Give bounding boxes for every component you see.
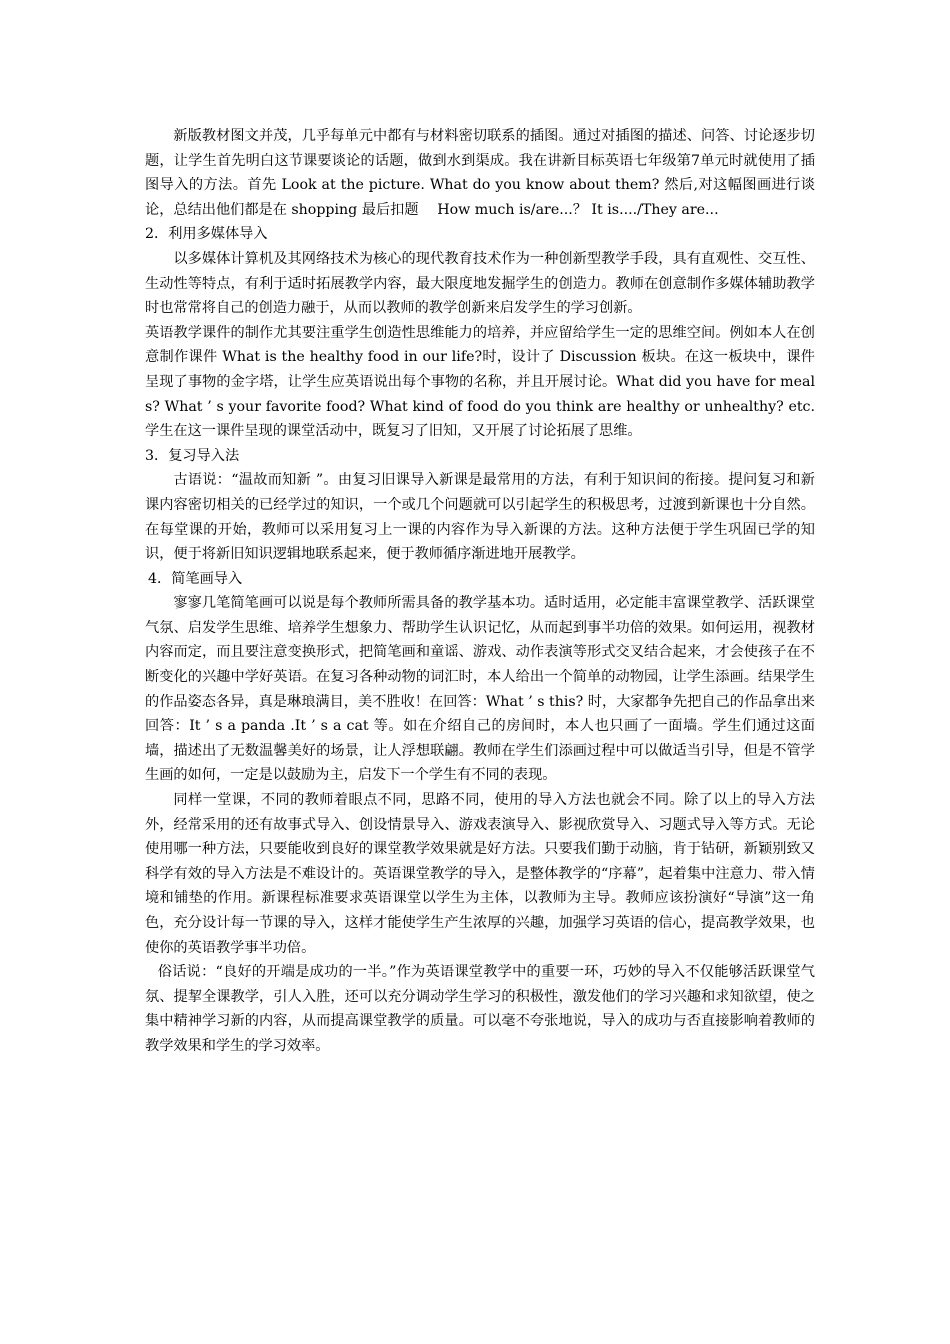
heading-sketch: 4．简笔画导入 (148, 570, 243, 587)
paragraph-conclusion: 俗话说：“良好的开端是成功的一半。”作为英语课堂教学中的重要一环，巧妙的导入不仅能够活跃课堂气氛、提挈全课教学，引人入胜，还可以充分调动学生学习的积极性，激发他们的学习兴趣和求知欲望，使之集中精神学习新的内容，从而提高课堂教学的质量。可以毫不夸张地说，导入的成功与否直接影响着教师的教学效果和学生的学习效率。 (145, 964, 815, 1054)
document-body (145, 124, 815, 1059)
paragraph-illustration-intro: 新版教材图文并茂，几乎每单元中都有与材料密切联系的插图。通过对插图的描述、问答、讨论逐步切题，让学生首先明白这节课要谈论的话题，做到水到渠成。我在讲新目标英语七年级第7单元时就使用了插图导入的方法。首先 Look at the picture. What do you know about them? 然后,对这幅图画进行谈论，总结出他们都是在 shopping 最后扣题 How much is/are...？ It is..../They are... (145, 128, 815, 218)
paragraph-summary: 同样一堂课，不同的教师着眼点不同，思路不同，使用的导入方法也就会不同。除了以上的导入方法外，经常采用的还有故事式导入、创设情景导入、游戏表演导入、影视欣赏导入、习题式导入等方式。无论使用哪一种方法，只要能收到良好的课堂教学效果就是好方法。只要我们勤于动脑，肯于钻研，新颖别致又科学有效的导入方法是不难设计的。英语课堂教学的导入，是整体教学的“序幕”，起着集中注意力、带入情境和铺垫的作用。新课程标准要求英语课堂以学生为主体，以教师为主导。教师应该扮演好“导演”这一角色，充分设计每一节课的导入，这样才能使学生产生浓厚的兴趣，加强学习英语的信心，提高教学效果，也使你的英语教学事半功倍。 (145, 792, 815, 956)
paragraph-sketch: 寥寥几笔简笔画可以说是每个教师所需具备的教学基本功。适时适用，必定能丰富课堂教学、活跃课堂气氛、启发学生思维、培养学生想象力、帮助学生认识记忆，从而起到事半功倍的效果。如何运用，视教材内容而定，而且要注意变换形式，把简笔画和童谣、游戏、动作表演等形式交叉结合起来，才会使孩子在不断变化的兴趣中学好英语。在复习各种动物的词汇时，本人给出一个简单的动物园，让学生添画。结果学生的作品姿态各异，真是琳琅满目，美不胜收！在回答：What ’ s this? 时，大家都争先把自己的作品拿出来回答：It ’ s a panda .It ’ s a cat 等。如在介绍自己的房间时，本人也只画了一面墙。学生们通过这面墙，描述出了无数温馨美好的场景，让人浮想联翩。教师在学生们添画过程中可以做适当引导，但是不管学生画的如何，一定是以鼓励为主，启发下一个学生有不同的表现。 (145, 595, 815, 784)
paragraph-review: 古语说：“温故而知新 ”。由复习旧课导入新课是最常用的方法，有利于知识间的衔接。提问复习和新课内容密切相关的已经学过的知识，一个或几个问题就可以引起学生的积极思考，过渡到新课也十分自然。在每堂课的开始，教师可以采用复习上一课的内容作为导入新课的方法。这种方法便于学生巩固已学的知识，便于将新旧知识逻辑地联系起来，便于教师循序渐进地开展教学。 (145, 472, 815, 563)
paragraph-multimedia: 以多媒体计算机及其网络技术为核心的现代教育技术作为一种创新型教学手段，具有直观性、交互性、生动性等特点，有利于适时拓展教学内容，最大限度地发掘学生的创造力。教师在创意制作多媒体辅助教学时也常常将自己的创造力融于，从而以教师的教学创新来启发学生的学习创新。 (145, 250, 815, 317)
paragraph-courseware: 英语教学课件的制作尤其要注重学生创造性思维能力的培养，并应留给学生一定的思维空间。例如本人在创意制作课件 What is the healthy food in our life?时，设计了 Discussion 板块。在这一板块中，课件呈现了事物的金字塔，让学生应英语说出每个事物的名称，并且开展讨论。What did you have for meals? What ’ s your favorite food? What kind of food do you think are healthy or unhealthy? etc.学生在这一课件呈现的课堂活动中，既复习了旧知，又开展了讨论拓展了思维。 (145, 324, 815, 440)
heading-review: 3．复习导入法 (145, 447, 240, 464)
heading-multimedia: 2．利用多媒体导入 (145, 226, 268, 243)
